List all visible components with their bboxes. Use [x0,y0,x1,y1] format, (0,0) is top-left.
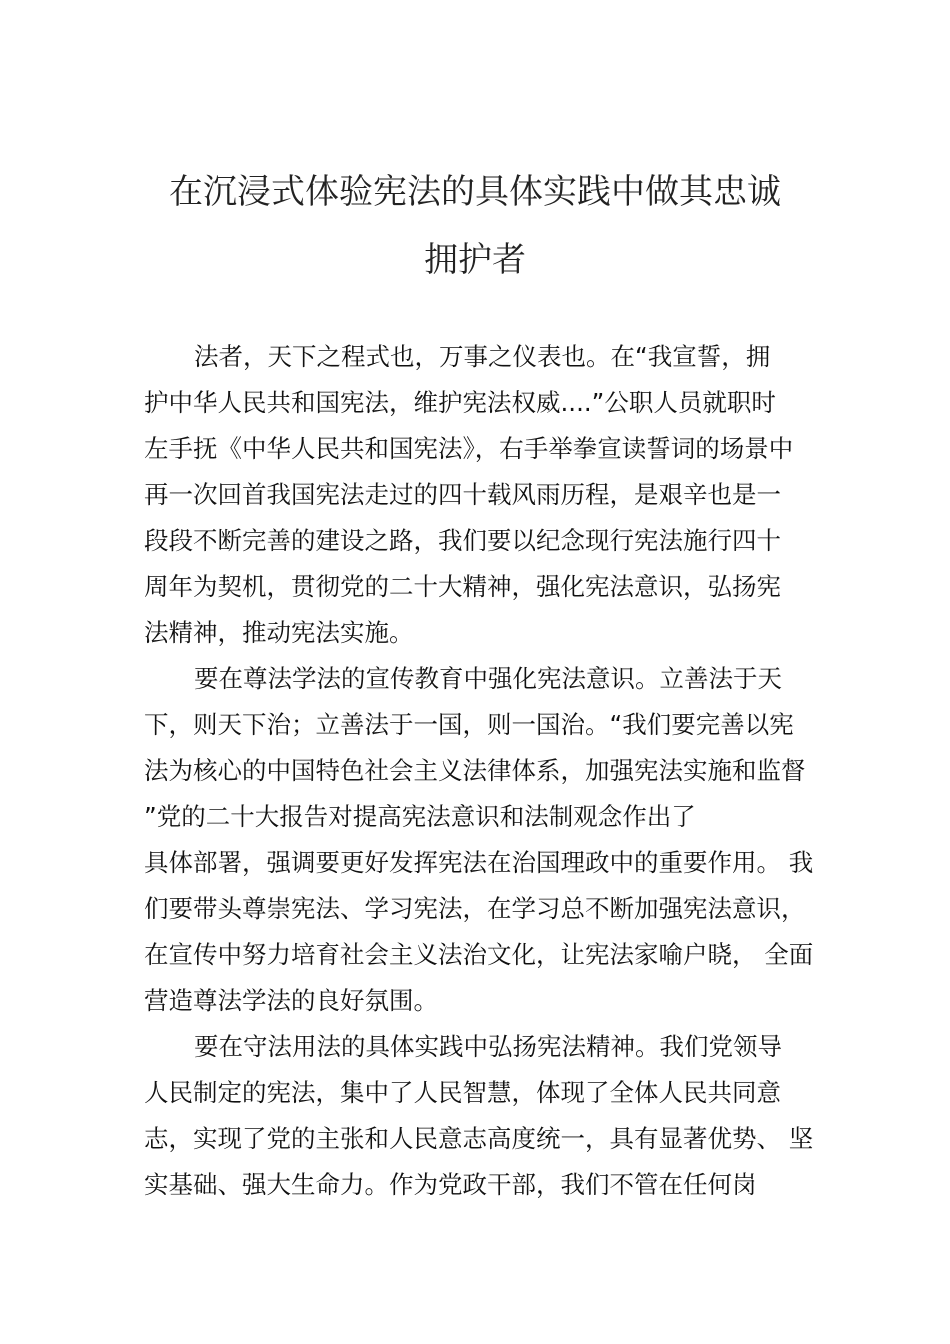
paragraph-2-line: 具体部署，强调要更好发挥宪法在治国理政中的重要作用。 我 [144,848,814,877]
paragraph-1-line: 周年为契机，贯彻党的二十大精神，强化宪法意识，弘扬宪 [144,572,781,601]
paragraph-2-line: ”党的二十大报告对提高宪法意识和法制观念作出了 [144,802,696,831]
paragraph-2-line: 下，则天下治；立善法于一国，则一国治。“我们要完善以宪 [144,710,794,739]
paragraph-2-line: 营造尊法学法的良好氛围。 [144,986,438,1015]
paragraph-2-line: 法为核心的中国特色社会主义法律体系，加强宪法实施和监督 [144,756,806,785]
document-title-line-2: 拥护者 [424,240,526,280]
document-title-line-1: 在沉浸式体验宪法的具体实践中做其忠诚 [169,172,781,212]
paragraph-1-line: 法精神，推动宪法实施。 [144,618,414,647]
paragraph-1-line: 段段不断完善的建设之路，我们要以纪念现行宪法施行四十 [144,526,781,555]
paragraph-3-line: 人民制定的宪法，集中了人民智慧，体现了全体人民共同意 [144,1078,781,1107]
paragraph-1-line: 再一次回首我国宪法走过的四十载风雨历程，是艰辛也是一 [144,480,781,509]
paragraph-1-line: 护中华人民共和国宪法，维护宪法权威....”公职人员就职时 [144,388,776,417]
paragraph-3-line: 志，实现了党的主张和人民意志高度统一，具有显著优势、 坚 [144,1124,814,1153]
paragraph-1-line: 左手抚《中华人民共和国宪法》，右手举拳宣读誓词的场景中 [144,434,794,463]
paragraph-2-line: 要在尊法学法的宣传教育中强化宪法意识。立善法于天 [194,664,782,693]
paragraph-1-line: 法者，天下之程式也，万事之仪表也。在“我宣誓，拥 [194,342,771,371]
paragraph-3-line: 要在守法用法的具体实践中弘扬宪法精神。我们党领导 [194,1032,782,1061]
paragraph-2-line: 们要带头尊崇宪法、学习宪法，在学习总不断加强宪法意识， [144,894,806,923]
paragraph-3-line: 实基础、强大生命力。作为党政干部，我们不管在任何岗 [144,1170,757,1199]
paragraph-2-line: 在宣传中努力培育社会主义法治文化，让宪法家喻户晓， 全面 [144,940,814,969]
